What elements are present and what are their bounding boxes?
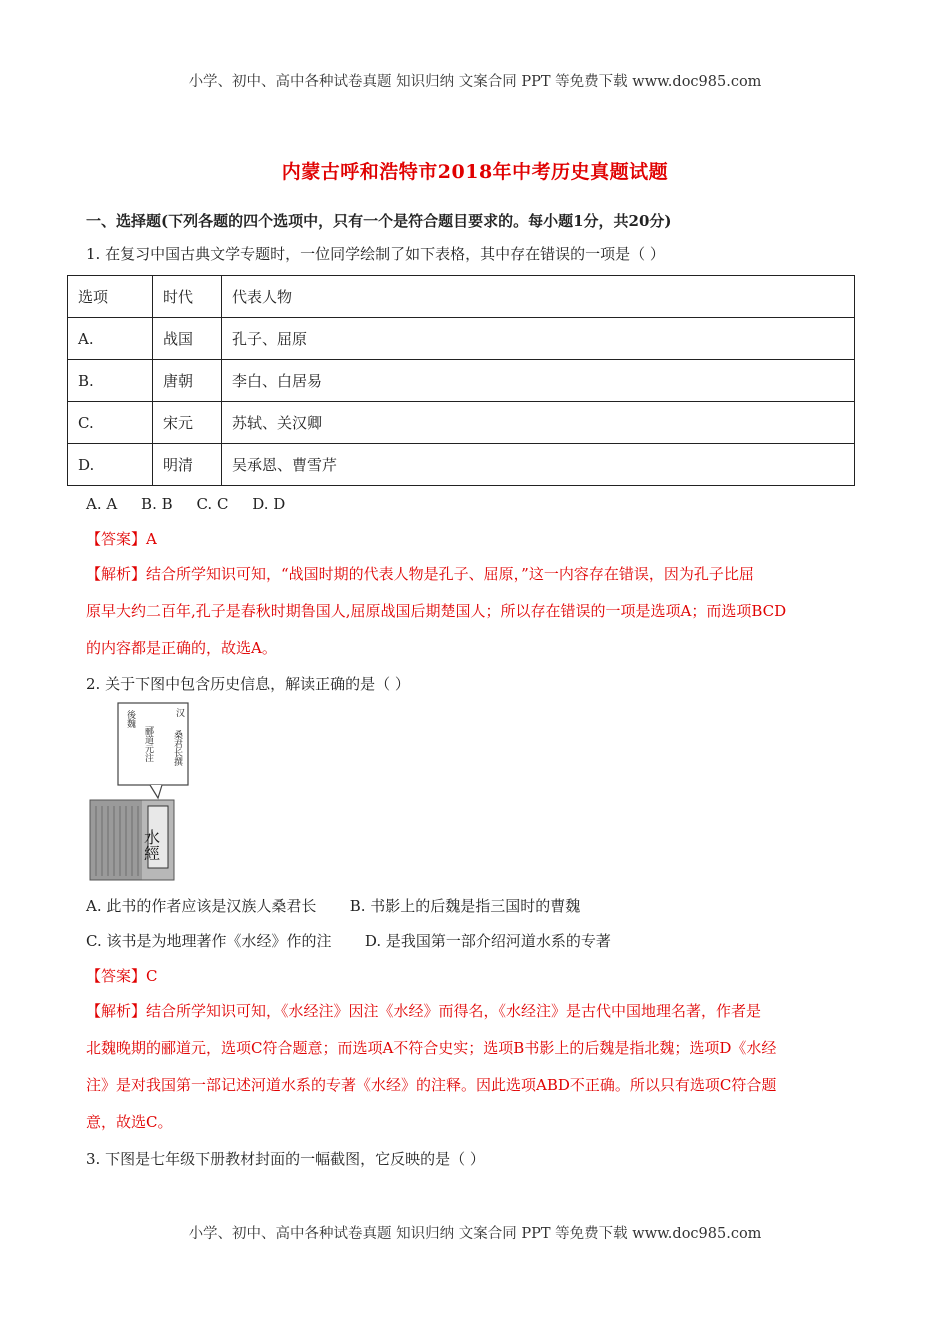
table-cell: 苏轼、关汉卿 <box>222 402 855 444</box>
table-cell: 宋元 <box>153 402 222 444</box>
q2-analysis-line-3: 注》是对我国第一部记述河道水系的专著《水经》的注释。因此选项ABD不正确。所以只有选项C符合题 <box>86 1076 777 1094</box>
table-cell: C. <box>68 402 153 444</box>
answer-value: A <box>146 530 157 548</box>
analysis-tag: 【解析】 <box>86 565 147 583</box>
table-cell: B. <box>68 360 153 402</box>
book-cover-image <box>88 700 230 882</box>
page-footer: 小学、初中、高中各种试卷真题 知识归纳 文案合同 PPT 等免费下载 www.doc985.com <box>188 1226 762 1242</box>
table-cell: D. <box>68 444 153 486</box>
q2-analysis-line-1 <box>86 1001 761 1021</box>
table-row <box>68 444 855 486</box>
table-cell: 选项 <box>68 276 153 318</box>
q2-analysis-line-4: 意，故选C。 <box>86 1113 173 1131</box>
table-row <box>68 360 855 402</box>
book-cover-figure <box>88 700 230 882</box>
analysis-text: 结合所学知识可知，《水经注》因注《水经》而得名，《水经注》是古代中国地理名著，作者是 <box>146 1002 762 1020</box>
q1-analysis-line-2: 原早大约二百年,孔子是春秋时期鲁国人,屈原战国后期楚国人；所以存在错误的一项是选项A；而选项BCD <box>86 602 787 620</box>
q1-analysis-line-1 <box>86 564 754 584</box>
page-title: 内蒙古呼和浩特市2018年中考历史真题试题 <box>281 161 669 183</box>
answer-tag: 【答案】 <box>86 530 147 548</box>
q3-stem: 3. 下图是七年级下册教材封面的一幅截图，它反映的是（ ） <box>86 1150 485 1168</box>
q1-answer <box>86 529 157 549</box>
book-title: 水經 <box>141 829 161 861</box>
callout-col-3: 後魏 <box>125 710 135 728</box>
table-row <box>68 276 855 318</box>
q2-answer <box>86 966 158 986</box>
q1-stem: 1. 在复习中国古典文学专题时，一位同学绘制了如下表格，其中存在错误的一项是（ ） <box>86 245 665 263</box>
table-row <box>68 402 855 444</box>
q1-choices: A. A B. B C. C D. D <box>86 495 286 513</box>
q2-choices-line-1: A. 此书的作者应该是汉族人桑君长 B. 书影上的后魏是指三国时的曹魏 <box>86 897 581 915</box>
table-cell: 代表人物 <box>222 276 855 318</box>
answer-tag: 【答案】 <box>86 967 147 985</box>
analysis-text: 结合所学知识可知，“战国时期的代表人物是孔子、屈原，”这一内容存在错误，因为孔子比屈 <box>146 565 754 583</box>
q1-table <box>67 275 855 486</box>
table-cell: 明清 <box>153 444 222 486</box>
q2-choices-line-2: C. 该书是为地理著作《水经》作的注 D. 是我国第一部介绍河道水系的专著 <box>86 932 611 950</box>
section-heading: 一、选择题(下列各题的四个选项中，只有一个是符合题目要求的。每小题1分，共20分) <box>86 212 672 230</box>
table-cell: 李白、白居易 <box>222 360 855 402</box>
table-cell: A. <box>68 318 153 360</box>
q1-analysis-line-3: 的内容都是正确的，故选A。 <box>86 639 277 657</box>
answer-value: C <box>146 967 158 985</box>
table-cell: 时代 <box>153 276 222 318</box>
callout-col-1: 汉 <box>176 709 186 719</box>
table-cell: 孔子、屈原 <box>222 318 855 360</box>
q2-analysis-line-2: 北魏晚期的郦道元，选项C符合题意；而选项A不符合史实；选项B书影上的后魏是指北魏；选项D《水经 <box>86 1039 777 1057</box>
analysis-tag: 【解析】 <box>86 1002 147 1020</box>
table-cell: 吴承恩、曹雪芹 <box>222 444 855 486</box>
table-cell: 唐朝 <box>153 360 222 402</box>
callout-col-2: 桑君长撰 <box>172 730 182 766</box>
q2-stem: 2. 关于下图中包含历史信息，解读正确的是（ ） <box>86 675 410 693</box>
table-row <box>68 318 855 360</box>
callout-col-4: 郦道元注 <box>143 726 153 762</box>
page-header: 小学、初中、高中各种试卷真题 知识归纳 文案合同 PPT 等免费下载 www.doc985.com <box>188 74 762 90</box>
table-cell: 战国 <box>153 318 222 360</box>
